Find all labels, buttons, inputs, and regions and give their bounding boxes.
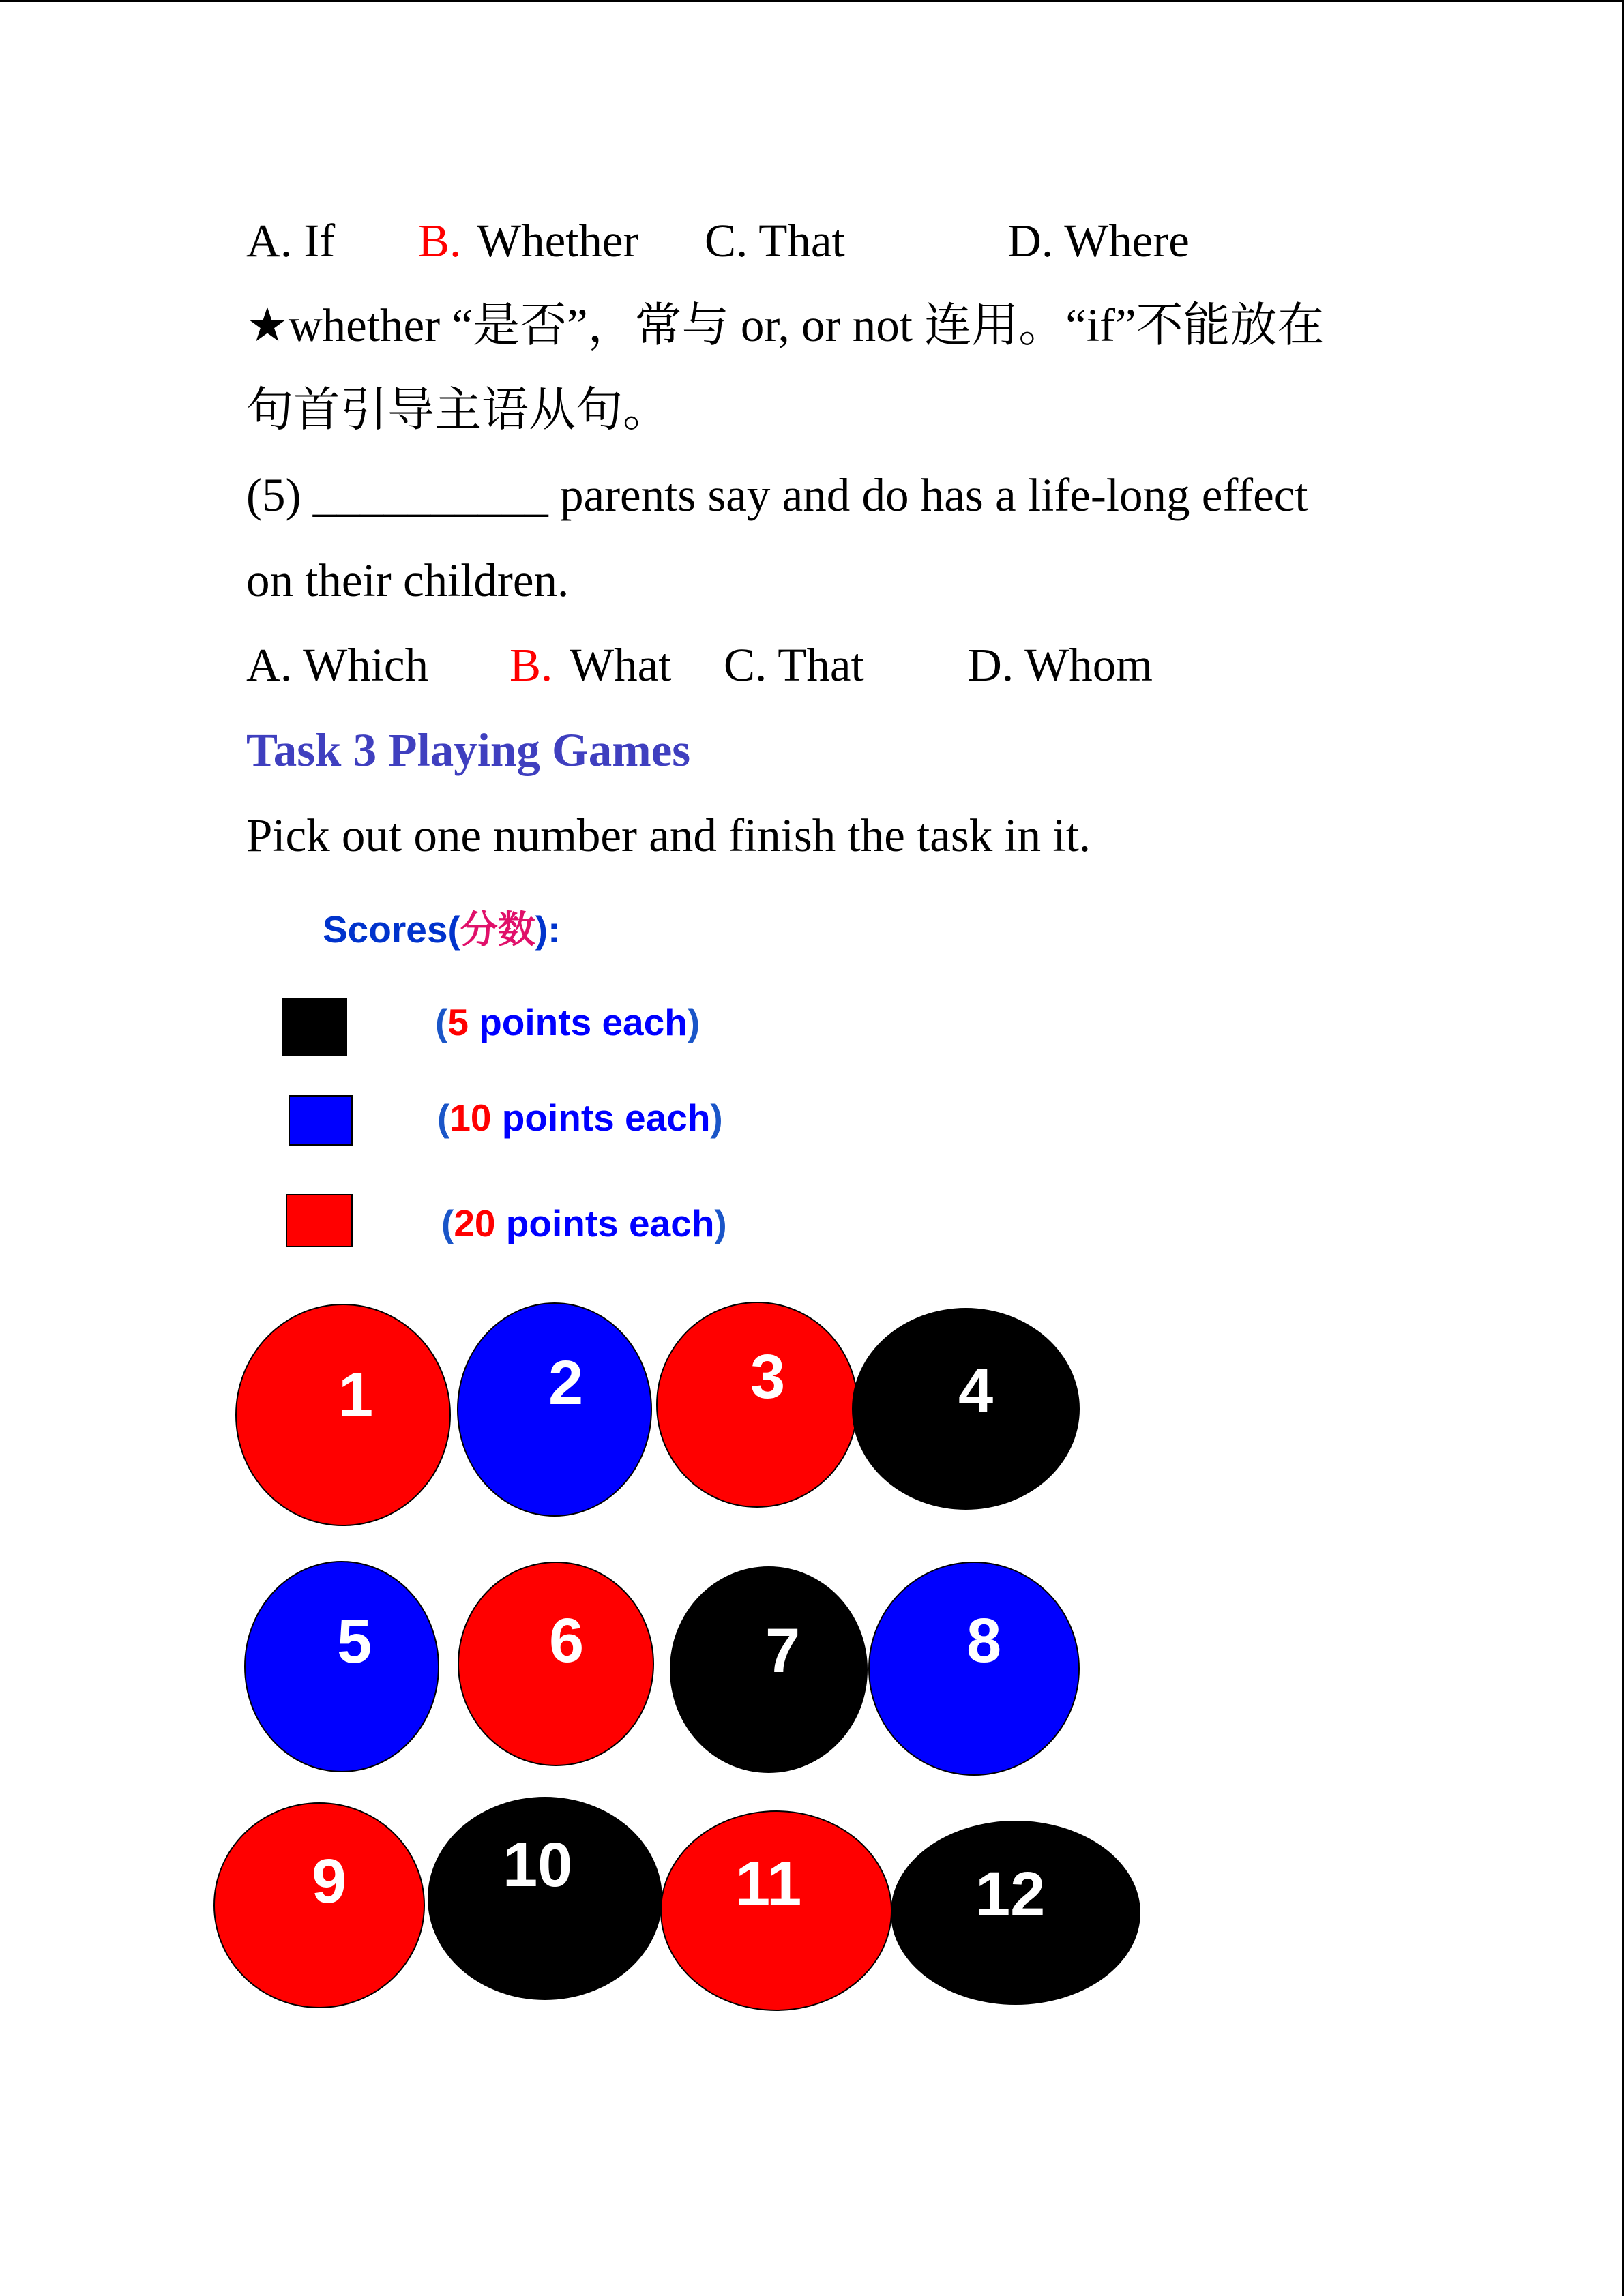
legend-points-label: points each bbox=[468, 1001, 688, 1043]
q4-options-row bbox=[246, 213, 1406, 268]
number-ball-11[interactable] bbox=[660, 1810, 892, 2011]
legend-close-paren: ) bbox=[687, 1001, 700, 1043]
legend-points-value: 5 bbox=[447, 1001, 469, 1043]
number-ball-label: 7 bbox=[765, 1616, 801, 1686]
scores-title-cn: 分数 bbox=[460, 908, 535, 951]
number-ball-label: 4 bbox=[958, 1356, 994, 1426]
scores-title bbox=[323, 906, 560, 953]
scores-title-suffix: ): bbox=[535, 908, 561, 951]
q5-option-b-text[interactable]: What bbox=[570, 639, 672, 691]
q4-option-b-text[interactable]: Whether bbox=[477, 215, 639, 267]
legend-text-black bbox=[435, 1000, 700, 1045]
q5-stem-line2: on their children. bbox=[246, 554, 570, 606]
number-ball-1[interactable] bbox=[235, 1304, 451, 1526]
q5-option-c[interactable]: C. That bbox=[724, 639, 864, 691]
q5-options-row bbox=[246, 638, 1406, 692]
q4-option-b-letter[interactable]: B. bbox=[418, 215, 462, 267]
q5-option-d[interactable]: D. Whom bbox=[968, 639, 1153, 691]
legend-open-paren: ( bbox=[441, 1202, 454, 1244]
legend-open-paren: ( bbox=[437, 1097, 450, 1139]
q5-option-a[interactable]: A. Which bbox=[246, 639, 429, 691]
number-ball-7[interactable] bbox=[670, 1566, 868, 1773]
q5-stem-line1: (5) __________ parents say and do has a life-long effect bbox=[246, 469, 1308, 521]
number-ball-label: 12 bbox=[975, 1860, 1046, 1929]
number-ball-8[interactable] bbox=[868, 1562, 1080, 1776]
legend-open-paren: ( bbox=[435, 1001, 448, 1043]
legend-close-paren: ) bbox=[710, 1097, 723, 1139]
number-ball-10[interactable] bbox=[428, 1797, 662, 2000]
number-ball-label: 6 bbox=[549, 1606, 585, 1675]
q5-option-b-letter[interactable]: B. bbox=[510, 639, 553, 691]
number-ball-4[interactable] bbox=[852, 1308, 1080, 1510]
legend-swatch-black bbox=[282, 998, 347, 1056]
legend-close-paren: ) bbox=[714, 1202, 727, 1244]
task-title: Task 3 Playing Games bbox=[246, 724, 691, 776]
legend-text-blue bbox=[437, 1095, 723, 1140]
legend-text-red bbox=[441, 1201, 727, 1246]
legend-points-value: 10 bbox=[449, 1097, 492, 1139]
task-instruction: Pick out one number and finish the task in it. bbox=[246, 809, 1091, 861]
number-ball-2[interactable] bbox=[457, 1302, 652, 1517]
number-ball-12[interactable] bbox=[891, 1821, 1140, 2005]
q4-note-line1: ★whether “是否”，常与 or, or not 连用。“if”不能放在 bbox=[246, 299, 1325, 351]
legend-points-label: points each bbox=[491, 1097, 711, 1139]
number-ball-3[interactable] bbox=[656, 1302, 858, 1508]
number-ball-label: 8 bbox=[966, 1606, 1002, 1675]
q4-option-a[interactable]: A. If bbox=[246, 215, 336, 267]
number-ball-label: 5 bbox=[337, 1607, 372, 1676]
number-ball-label: 11 bbox=[735, 1849, 802, 1919]
legend-points-label: points each bbox=[495, 1202, 715, 1244]
number-ball-label: 9 bbox=[312, 1847, 347, 1916]
number-ball-label: 10 bbox=[503, 1830, 573, 1900]
number-ball-9[interactable] bbox=[213, 1802, 425, 2008]
legend-points-value: 20 bbox=[454, 1202, 496, 1244]
number-ball-6[interactable] bbox=[458, 1562, 654, 1766]
legend-swatch-red bbox=[286, 1194, 353, 1247]
number-ball-label: 1 bbox=[338, 1360, 374, 1430]
number-ball-label: 3 bbox=[750, 1342, 786, 1412]
q4-note-line2: 句首引导主语从句。 bbox=[246, 384, 670, 436]
legend-swatch-blue bbox=[289, 1095, 353, 1146]
number-ball-label: 2 bbox=[548, 1348, 584, 1418]
scores-title-prefix: Scores( bbox=[323, 908, 460, 951]
page-border-top bbox=[0, 0, 1624, 2]
number-ball-5[interactable] bbox=[244, 1561, 439, 1772]
q4-option-d[interactable]: D. Where bbox=[1007, 215, 1190, 267]
q4-option-c[interactable]: C. That bbox=[705, 215, 845, 267]
